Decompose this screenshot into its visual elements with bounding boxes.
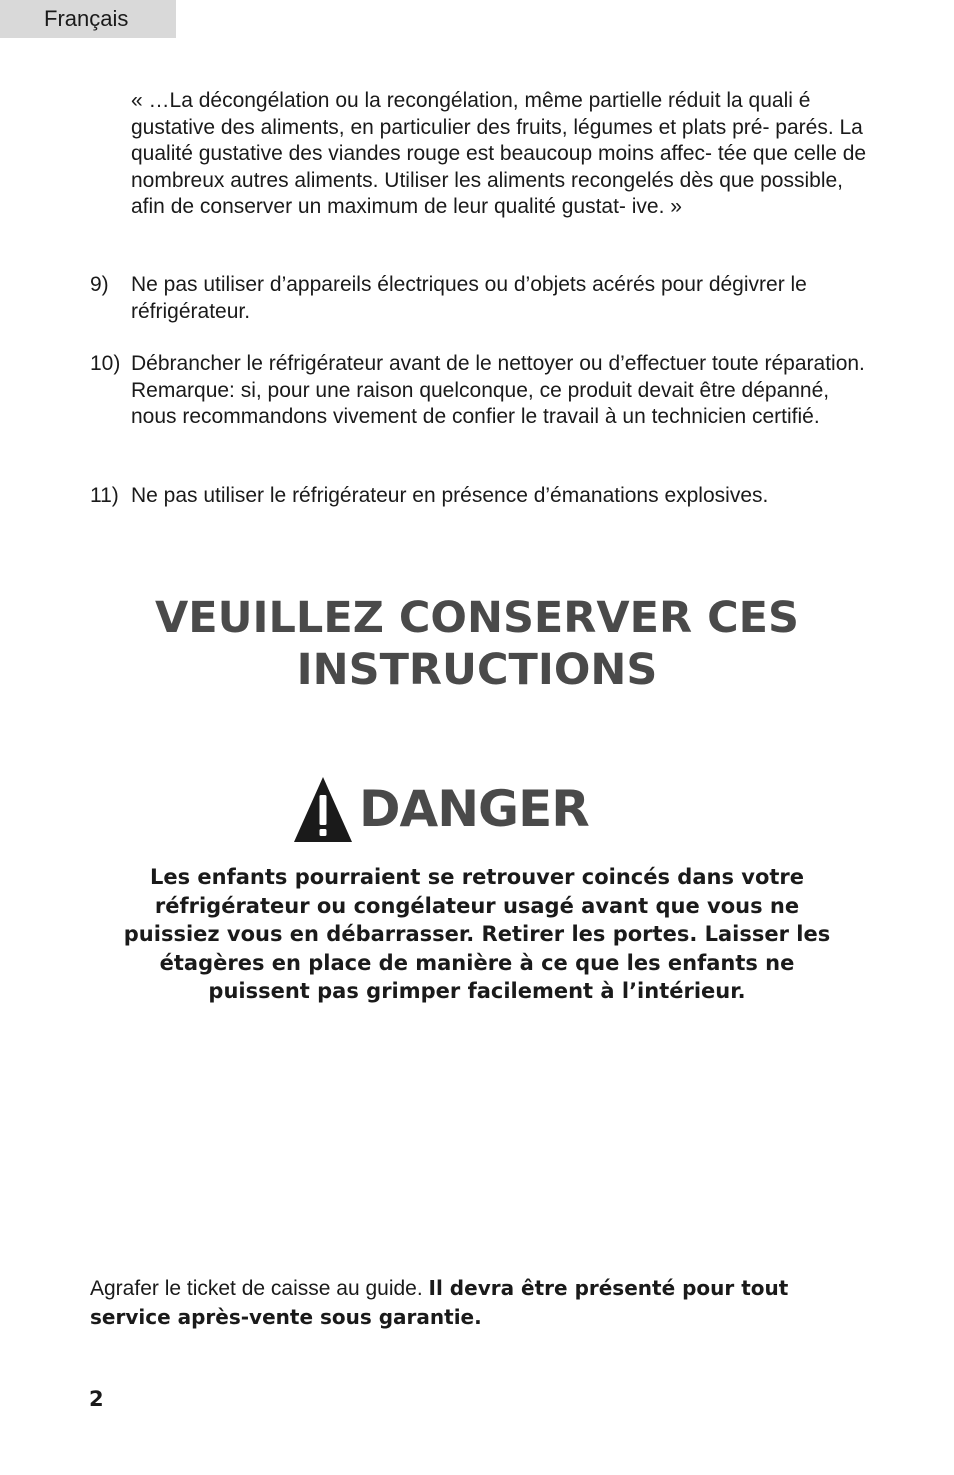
receipt-normal-text: Agrafer le ticket de caisse au guide.: [90, 1277, 423, 1300]
list-item-text: Ne pas utiliser d’appareils électriques ou d’objets acérés pour dégivrer le réfrigérateur.: [131, 273, 807, 323]
keep-instructions-line-2: INSTRUCTIONS: [296, 645, 658, 695]
danger-line: réfrigérateur ou congélateur usagé avant que vous ne: [154, 893, 800, 918]
danger-header: [293, 774, 589, 844]
quote-paragraph: « …La décongélation ou la recongélation, même partielle réduit la quali é gustative des aliments, en particulier des fruits, légumes et plats pré- parés. La qualité gustative des viandes rouge est beaucoup moins affec- tée que celle de nombreux autres aliments. Utiliser les aliments recongelés dès que possible, afin de conserver un maximum de leur qualité gustat- ive. »: [131, 89, 867, 219]
danger-warning-text: [90, 863, 864, 1006]
list-item-number: 10): [90, 352, 121, 375]
receipt-bold-text: Il devra être présenté pour tout service après-vente sous garantie.: [90, 1276, 789, 1329]
danger-line: puissiez vous en débarrasser. Retirer les portes. Laisser les: [123, 922, 831, 946]
danger-line: Les enfants pourraient se retrouver coincés dans votre: [149, 865, 805, 889]
list-item-text: Débrancher le réfrigérateur avant de le nettoyer ou d’effectuer toute réparation. Remarque: si, pour une raison quelconque, ce produit devait être dépanné, nous recommandons vivement de confier le travail à un technicien certifié.: [131, 352, 865, 429]
list-item-11: [90, 483, 870, 510]
keep-instructions-line-1: VEUILLEZ CONSERVER CES: [154, 593, 800, 643]
receipt-note: [90, 1274, 870, 1332]
page-number: 2: [89, 1387, 104, 1411]
list-item-9: [90, 272, 870, 325]
list-item-number: 11): [90, 484, 119, 507]
keep-instructions-heading: [0, 592, 954, 696]
list-item-10: [90, 351, 870, 431]
danger-line: puissent pas grimper facilement à l’intérieur.: [208, 979, 746, 1003]
list-item-text: Ne pas utiliser le réfrigérateur en présence d’émanations explosives.: [131, 484, 769, 507]
danger-line: étagères en place de manière à ce que les enfants ne: [159, 950, 795, 975]
danger-title: DANGER: [359, 780, 589, 838]
list-item-number: 9): [90, 273, 109, 296]
warning-triangle-icon: [293, 775, 353, 843]
language-tab: Français: [0, 0, 176, 38]
